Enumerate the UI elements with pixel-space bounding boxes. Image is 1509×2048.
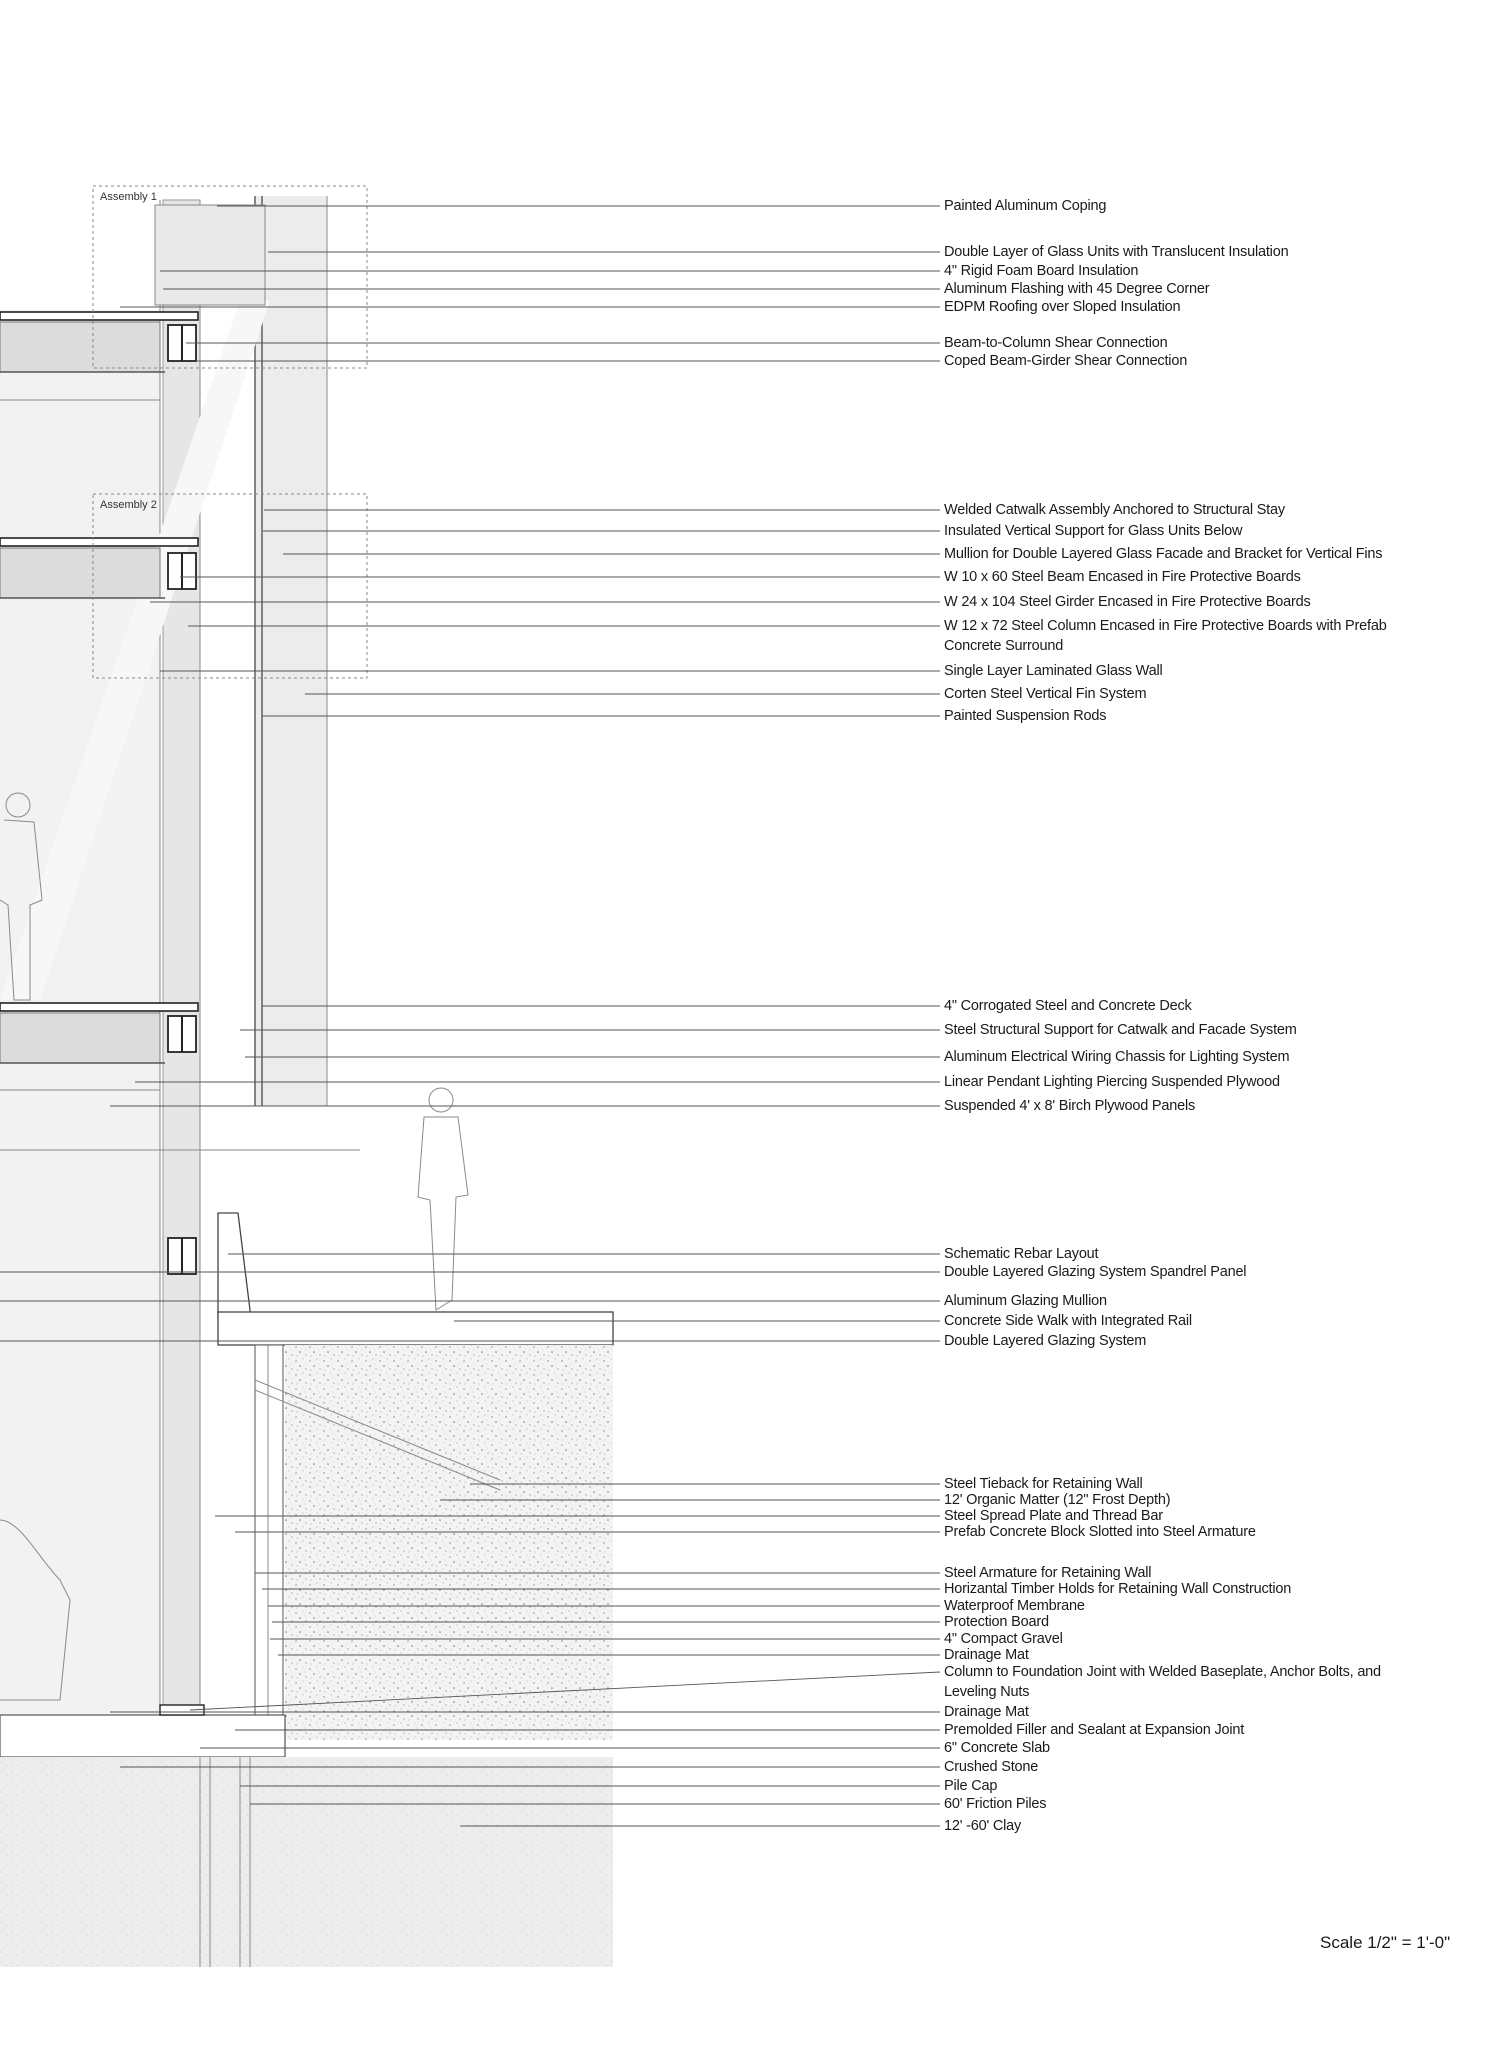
retaining-wall xyxy=(255,1345,283,1745)
callout-label-line: Crushed Stone xyxy=(944,1759,1039,1775)
callout-label xyxy=(944,1740,1050,1756)
vertical-fin-zone xyxy=(255,196,327,1106)
callout-label-line: Painted Aluminum Coping xyxy=(944,198,1107,214)
callout-label-line: Drainage Mat xyxy=(944,1704,1029,1720)
callout-label-line: Coped Beam-Girder Shear Connection xyxy=(944,353,1188,369)
callout-label-line: Double Layer of Glass Units with Translucent Insulation xyxy=(944,244,1289,260)
scale-label: Scale 1/2" = 1'-0" xyxy=(1320,1933,1451,1952)
concrete-parapet xyxy=(218,1213,250,1318)
callout-label xyxy=(944,546,1382,562)
callout-label xyxy=(944,569,1301,585)
callout-label-line: Aluminum Electrical Wiring Chassis for Lighting System xyxy=(944,1049,1290,1065)
callout-label-line: 4" Corrogated Steel and Concrete Deck xyxy=(944,998,1192,1014)
callout-label xyxy=(944,353,1187,369)
callout-label xyxy=(944,281,1210,297)
callout-label xyxy=(944,1313,1192,1329)
callout-label-line: Protection Board xyxy=(944,1614,1049,1630)
assembly-1-label: Assembly 1 xyxy=(100,191,157,203)
callout-label xyxy=(944,594,1311,610)
callout-labels xyxy=(944,198,1387,1834)
callout-label xyxy=(944,244,1289,260)
callout-label-line: Painted Suspension Rods xyxy=(944,708,1107,724)
callout-label xyxy=(944,618,1387,654)
callout-label xyxy=(944,708,1106,724)
callout-label-line: 12' -60' Clay xyxy=(944,1818,1022,1834)
callout-label xyxy=(944,1818,1022,1834)
callout-label xyxy=(944,1631,1063,1647)
callout-label xyxy=(944,1333,1146,1349)
callout-label-line: Suspended 4' x 8' Birch Plywood Panels xyxy=(944,1098,1196,1114)
callout-label-line: Double Layered Glazing System xyxy=(944,1333,1147,1349)
callout-label xyxy=(944,1647,1029,1663)
callout-label-line: Steel Tieback for Retaining Wall xyxy=(944,1476,1143,1492)
callout-label-line: 12' Organic Matter (12" Frost Depth) xyxy=(944,1492,1171,1508)
callout-label xyxy=(944,1722,1244,1738)
callout-label xyxy=(944,663,1163,679)
callout-label-line: Linear Pendant Lighting Piercing Suspended Plywood xyxy=(944,1074,1280,1090)
callout-label-line: 4" Rigid Foam Board Insulation xyxy=(944,263,1139,279)
callout-label-line: Waterproof Membrane xyxy=(944,1598,1085,1614)
callout-label-line: Steel Spread Plate and Thread Bar xyxy=(944,1508,1163,1524)
callout-label xyxy=(944,335,1168,351)
callout-label xyxy=(944,523,1243,539)
person-figure-sidewalk xyxy=(418,1088,468,1310)
clay-stratum xyxy=(0,1757,613,1967)
callout-label-line: Steel Armature for Retaining Wall xyxy=(944,1565,1152,1581)
callout-label xyxy=(944,686,1146,702)
callout-label-line: 6" Concrete Slab xyxy=(944,1740,1050,1756)
callout-label xyxy=(944,1759,1038,1775)
callout-label xyxy=(944,1508,1163,1524)
callout-label-line: Pile Cap xyxy=(944,1778,998,1794)
callout-label-line: Concrete Surround xyxy=(944,638,1064,654)
column-surround xyxy=(163,200,200,1720)
callout-label-line: EDPM Roofing over Sloped Insulation xyxy=(944,299,1181,315)
callout-label-line: Welded Catwalk Assembly Anchored to Structural Stay xyxy=(944,502,1285,518)
callout-label xyxy=(944,1293,1107,1309)
callout-label xyxy=(944,1664,1381,1700)
callout-label xyxy=(944,1565,1151,1581)
callout-label-line: Beam-to-Column Shear Connection xyxy=(944,335,1168,351)
callout-label xyxy=(944,1022,1297,1038)
callout-label xyxy=(944,1264,1246,1280)
callout-label-line: Schematic Rebar Layout xyxy=(944,1246,1099,1262)
callout-label xyxy=(944,1074,1280,1090)
roof-parapet xyxy=(155,205,265,305)
callout-label-line: Concrete Side Walk with Integrated Rail xyxy=(944,1313,1192,1329)
callout-label xyxy=(944,1049,1289,1065)
callout-label xyxy=(944,1098,1195,1114)
callout-label xyxy=(944,299,1181,315)
callout-label-line: Corten Steel Vertical Fin System xyxy=(944,686,1147,702)
callout-label-line: Aluminum Glazing Mullion xyxy=(944,1293,1107,1309)
callout-label-line: 4" Compact Gravel xyxy=(944,1631,1063,1647)
callout-label-line: Single Layer Laminated Glass Wall xyxy=(944,663,1163,679)
callout-label-line: Aluminum Flashing with 45 Degree Corner xyxy=(944,281,1210,297)
callout-label-line: 60' Friction Piles xyxy=(944,1796,1047,1812)
callout-label xyxy=(944,1598,1085,1614)
callout-label-line: W 10 x 60 Steel Beam Encased in Fire Protective Boards xyxy=(944,569,1301,585)
earth-fill xyxy=(285,1345,613,1740)
callout-label-line: W 24 x 104 Steel Girder Encased in Fire Protective Boards xyxy=(944,594,1311,610)
callout-label xyxy=(944,1614,1049,1630)
callout-label xyxy=(944,1246,1099,1262)
callout-label-line: Insulated Vertical Support for Glass Units Below xyxy=(944,523,1243,539)
concrete-sidewalk xyxy=(218,1312,613,1345)
callout-label-line: Steel Structural Support for Catwalk and Facade System xyxy=(944,1022,1297,1038)
callout-label xyxy=(944,1476,1143,1492)
callout-label xyxy=(944,263,1138,279)
callout-label-line: W 12 x 72 Steel Column Encased in Fire Protective Boards with Prefab xyxy=(944,618,1387,634)
callout-label-line: Drainage Mat xyxy=(944,1647,1029,1663)
callout-label xyxy=(944,198,1106,214)
callout-label xyxy=(944,502,1286,518)
callout-label xyxy=(944,1778,997,1794)
callout-label-line: Prefab Concrete Block Slotted into Steel Armature xyxy=(944,1524,1256,1540)
callout-label-line: Premolded Filler and Sealant at Expansion Joint xyxy=(944,1722,1245,1738)
callout-label xyxy=(944,1796,1046,1812)
callout-label-line: Horizantal Timber Holds for Retaining Wall Construction xyxy=(944,1581,1292,1597)
building-section xyxy=(0,186,613,1967)
callout-label-line: Double Layered Glazing System Spandrel Panel xyxy=(944,1264,1247,1280)
callout-label xyxy=(944,998,1193,1014)
callout-label-line: Column to Foundation Joint with Welded Baseplate, Anchor Bolts, and xyxy=(944,1664,1381,1680)
callout-label-line: Mullion for Double Layered Glass Facade and Bracket for Vertical Fins xyxy=(944,546,1383,562)
callout-label-line: Leveling Nuts xyxy=(944,1684,1030,1700)
callout-label xyxy=(944,1492,1170,1508)
callout-label xyxy=(944,1704,1029,1720)
foundation-slab xyxy=(0,1715,285,1757)
callout-label xyxy=(944,1581,1291,1597)
assembly-2-label: Assembly 2 xyxy=(100,499,157,511)
callout-label xyxy=(944,1524,1256,1540)
